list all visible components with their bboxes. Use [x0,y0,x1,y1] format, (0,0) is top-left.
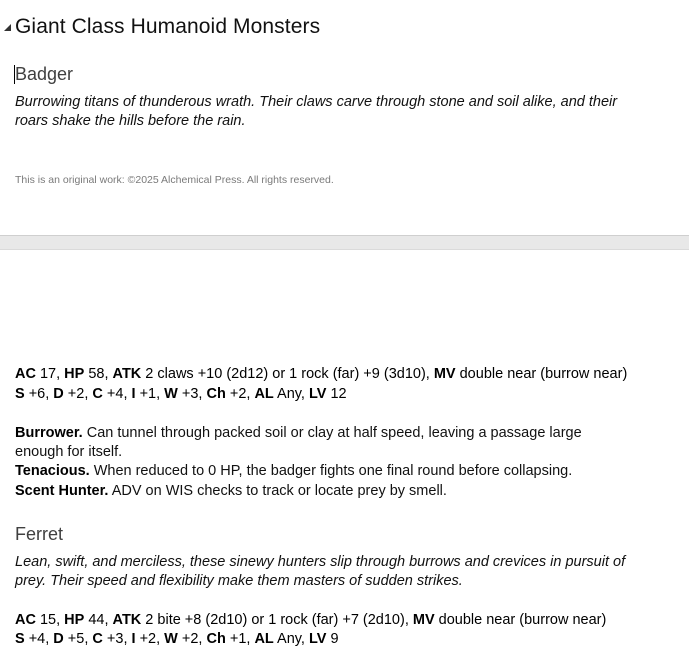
page-break [0,235,689,250]
section-heading [0,13,320,41]
badger-trait-burrower: Burrower. Can tunnel through packed soil or clay at half speed, leaving a passage large enough for itself. [15,425,582,460]
ferret-stat-line-2: S +4, D +5, C +3, I +2, W +2, Ch +1, AL Any, LV 9 [15,631,339,647]
ferret-flavor-text: Lean, swift, and merciless, these sinewy hunters slip through burrows and crevices in pursuit of prey. Their speed and flexibility make them masters of sudden strikes. [15,554,626,589]
badger-trait-tenacious: Tenacious. When reduced to 0 HP, the badger fights one final round before collapsing. [15,463,573,479]
badger-flavor-text: Burrowing titans of thunderous wrath. Their claws carve through stone and soil alike, and their roars shake the hills before the rain. [15,94,618,129]
copyright-notice: This is an original work: ©2025 Alchemical Press. All rights reserved. [15,174,334,186]
badger-stat-line-2: S +6, D +2, C +4, I +1, W +3, Ch +2, AL Any, LV 12 [15,386,347,402]
ferret-stat-line-1: AC 15, HP 44, ATK 2 bite +8 (2d10) or 1 rock (far) +7 (2d10), MV double near (burrow near) [15,612,607,628]
section-title: Giant Class Humanoid Monsters [15,15,321,38]
badger-trait-scent-hunter: Scent Hunter. ADV on WIS checks to track or locate prey by smell. [15,483,447,499]
badger-heading[interactable]: Badger [15,64,74,84]
ferret-heading[interactable]: Ferret [15,524,64,544]
badger-stat-line-1: AC 17, HP 58, ATK 2 claws +10 (2d12) or 1 rock (far) +9 (3d10), MV double near (burrow near) [15,366,628,382]
collapse-triangle-icon[interactable] [0,23,15,32]
